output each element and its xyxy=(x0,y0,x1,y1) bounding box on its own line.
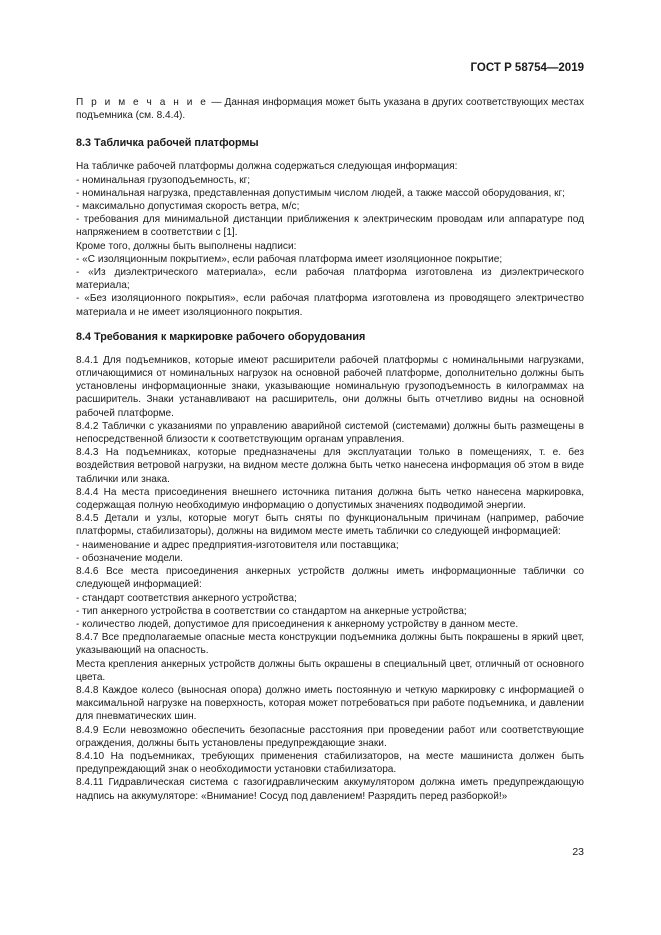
s83-list-item: - номинальная нагрузка, представленная допустимым числом людей, а также массой оборудования, кг; xyxy=(76,187,565,199)
s84-paragraph: Места крепления анкерных устройств должны быть окрашены в специальный цвет, отличный от основного цвета. xyxy=(76,658,584,683)
note-text: — Данная информация может быть указана в других соответствующих местах подъемника (см. 8.4.4). xyxy=(76,97,584,122)
s83-list-item: - «С изоляционным покрытием», если рабочая платформа имеет изоляционное покрытие; xyxy=(76,253,503,265)
s83-list-item: - номинальная грузоподъемность, кг; xyxy=(76,174,251,186)
s84-list-item: - тип анкерного устройства в соответствии со стандартом на анкерные устройства; xyxy=(76,605,467,617)
s84-paragraph: 8.4.3 На подъемниках, которые предназначены для эксплуатации только в помещениях, т. е. без воздействия ветровой нагрузки, на видном месте должна быть четко нанесена информация об этом в виде таблички или знака. xyxy=(76,447,584,485)
note-paragraph xyxy=(76,96,584,122)
s83-list-item: - требования для минимальной дистанции приближения к электрическим проводам или аппаратуре под напряжением в соответствии с [1]. xyxy=(76,214,584,239)
page-body xyxy=(76,96,584,803)
s84-list-item: - обозначение модели. xyxy=(76,552,183,564)
s84-paragraph: 8.4.4 На места присоединения внешнего источника питания должна быть четко нанесена маркировка, содержащая полную необходимую информацию о допустимых значениях подводимой энергии. xyxy=(76,486,584,512)
s84-paragraph: 8.4.10 На подъемниках, требующих применения стабилизаторов, на месте машиниста должен быть предупреждающий знак о необходимости установки стабилизатора. xyxy=(76,750,584,776)
s84-paragraph: 8.4.5 Детали и узлы, которые могут быть сняты по функциональным причинам (например, рабочие платформы, стабилизаторы), должны на видимом месте иметь таблички со следующей информацией: xyxy=(76,513,584,538)
note-label: П р и м е ч а н и е xyxy=(76,97,209,108)
s84-paragraph: 8.4.9 Если невозможно обеспечить безопасные расстояния при проведении работ или соответствующие ограждения, должны быть установлены предупреждающие знаки. xyxy=(76,724,584,749)
s84-paragraph: 8.4.2 Таблички с указаниями по управлению аварийной системой (системами) должны быть размещены в непосредственной близости к соответствующим органам управления. xyxy=(76,420,584,446)
s83-list-item: - «Без изоляционного покрытия», если рабочая платформа изготовлена из проводящего электричество материала и не имеет изоляционного покрытия. xyxy=(76,293,584,318)
s84-list-item: - количество людей, допустимое для присоединения к анкерному устройству в данном месте. xyxy=(76,618,519,630)
s84-paragraph: 8.4.11 Гидравлическая система с газогидравлическим аккумулятором должна иметь предупреждающую надпись на аккумуляторе: «Внимание! Сосуд под давлением! Разрядить перед разборкой!» xyxy=(76,777,584,802)
s84-paragraph: 8.4.7 Все предполагаемые опасные места конструкции подъемника должны быть покрашены в яркий цвет, указывающий на опасность. xyxy=(76,632,584,657)
section-8-3-title: 8.3 Табличка рабочей платформы xyxy=(76,137,259,150)
s83-line: На табличке рабочей платформы должна содержаться следующая информация: xyxy=(76,161,458,173)
s84-paragraph: 8.4.1 Для подъемников, которые имеют расширители рабочей платформы с номинальными нагрузками, отличающимися от номинальных нагрузок на основной рабочей платформе, дополнительно должны быть установлены информационные знаки, указывающие номинальную грузоподъемность в килограммах на расширитель. Знаки устанавливают на расширитель, они должны быть отчетливо видны на основной рабочей платформе. xyxy=(76,354,584,419)
s84-paragraph: 8.4.8 Каждое колесо (выносная опора) должно иметь постоянную и четкую маркировку с информацией о максимальной нагрузке на поверхность, которая может потребоваться при работе подъемника, и давлении для пневматических шин. xyxy=(76,684,584,723)
s83-line: Кроме того, должны быть выполнены надписи: xyxy=(76,240,297,252)
s83-list-item: - «Из диэлектрического материала», если рабочая платформа изготовлена из диэлектрического материала; xyxy=(76,267,584,292)
s83-list-item: - максимально допустимая скорость ветра, м/с; xyxy=(76,201,300,213)
section-8-4-title: 8.4 Требования к маркировке рабочего оборудования xyxy=(76,330,366,343)
standard-designation: ГОСТ Р 58754—2019 xyxy=(470,62,584,74)
page-number: 23 xyxy=(572,846,584,858)
s84-list-item: - стандарт соответствия анкерного устройства; xyxy=(76,592,297,604)
s84-paragraph: 8.4.6 Все места присоединения анкерных устройств должны иметь информационные таблички со следующей информацией: xyxy=(76,566,584,591)
s84-list-item: - наименование и адрес предприятия-изготовителя или поставщика; xyxy=(76,539,399,551)
